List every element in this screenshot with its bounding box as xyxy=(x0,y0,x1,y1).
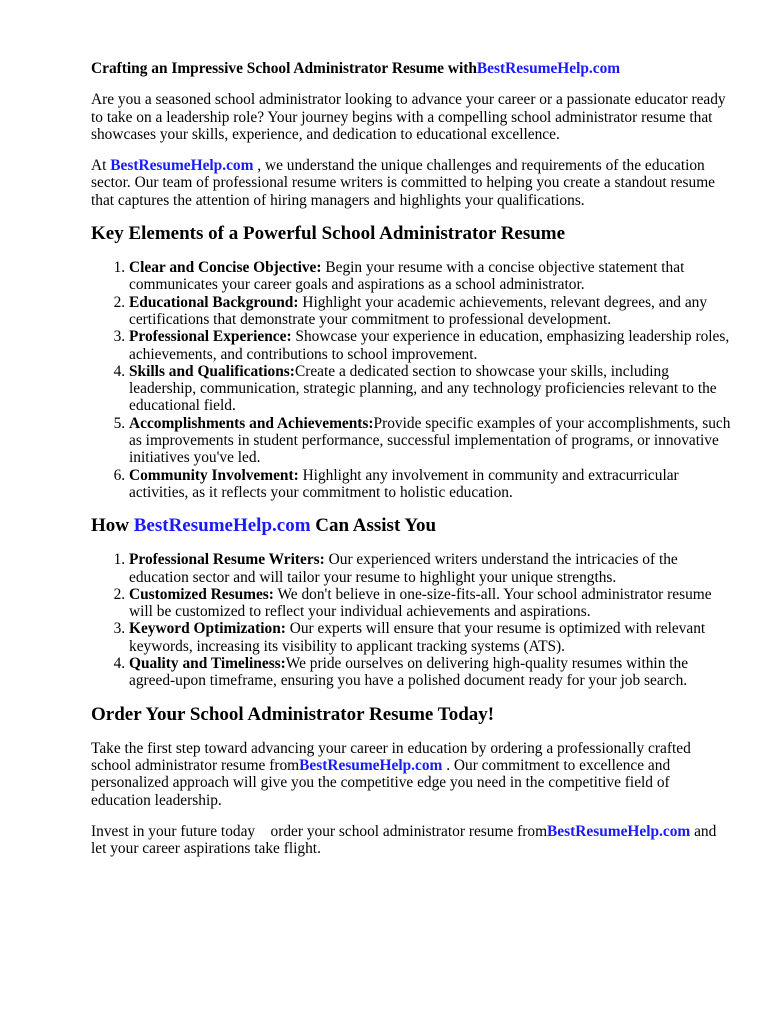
list-item-term: Keyword Optimization: xyxy=(129,620,286,638)
list-item-term: Educational Background: xyxy=(129,293,299,311)
order-p1-link[interactable]: BestResumeHelp.com xyxy=(299,756,443,774)
order-p2-suffix: and let your career aspirations take flight. xyxy=(91,822,717,858)
title-link[interactable]: BestResumeHelp.com xyxy=(476,60,621,77)
heading-prefix: How xyxy=(91,515,134,537)
section-heading-order: Order Your School Administrator Resume Today! xyxy=(91,703,495,725)
list-item xyxy=(129,415,731,467)
key-elements-list xyxy=(91,259,731,501)
section-heading-how-we-assist xyxy=(91,515,731,537)
list-item-term: Clear and Concise Objective: xyxy=(129,259,322,277)
order-p1-suffix: . Our commitment to excellence and personalized approach will give you the competitive edge you need in the competitive field of education leadership. xyxy=(91,756,671,809)
document-title xyxy=(91,60,731,77)
list-item-term: Skills and Qualifications: xyxy=(129,362,295,380)
section-heading-key-elements: Key Elements of a Powerful School Administrator Resume xyxy=(91,223,566,245)
intro-paragraph-1: Are you a seasoned school administrator looking to advance your career or a passionate educator ready to take on a leadership role? Your journey begins with a compelling school administrator resume that showcases your skills, experience, and dedication to educational excellence. xyxy=(91,91,726,143)
list-item xyxy=(129,363,731,415)
list-item-text: Our experts will ensure that your resume is optimized with relevant keywords, increasing its visibility to applicant tracking systems (ATS). xyxy=(129,620,706,655)
list-item-text: We don't believe in one-size-fits-all. Your school administrator resume will be customized to reflect your individual achievements and aspirations. xyxy=(129,585,712,621)
intro-p2-link[interactable]: BestResumeHelp.com xyxy=(110,157,254,175)
heading-suffix: Can Assist You xyxy=(310,515,437,537)
assist-list xyxy=(91,551,731,689)
list-item xyxy=(129,551,731,586)
list-item xyxy=(129,586,731,621)
list-item-term: Quality and Timeliness: xyxy=(129,655,286,673)
list-item xyxy=(129,328,731,363)
list-item xyxy=(129,259,731,294)
list-item xyxy=(129,467,731,502)
list-item-text: Our experienced writers understand the intricacies of the education sector and will tailor your resume to highlight your unique strengths. xyxy=(129,551,678,586)
list-item-term: Customized Resumes: xyxy=(129,585,274,603)
order-p2-link[interactable]: BestResumeHelp.com xyxy=(547,822,691,840)
list-item-text: Highlight any involvement in community and extracurricular activities, as it reflects your commitment to holistic education. xyxy=(129,466,679,501)
heading-link[interactable]: BestResumeHelp.com xyxy=(133,515,311,537)
intro-p2-suffix: , we understand the unique challenges and requirements of the education sector. Our team of professional resume writers is committed to helping you create a standout resume that captures the attention of hiring managers and highlights your qualifications. xyxy=(91,157,715,209)
list-item-term: Community Involvement: xyxy=(129,466,299,484)
document-page xyxy=(91,60,731,871)
title-text: Crafting an Impressive School Administrator Resume with xyxy=(91,60,477,77)
order-p1-prefix: Take the first step toward advancing your career in education by ordering a professionally crafted school administrator resume from xyxy=(91,739,691,774)
order-p2-prefix: Invest in your future today order your school administrator resume from xyxy=(91,822,548,840)
list-item-term: Professional Resume Writers: xyxy=(129,551,325,569)
intro-paragraph-2 xyxy=(91,157,731,209)
list-item xyxy=(129,655,731,690)
list-item xyxy=(129,620,731,655)
list-item-text: We pride ourselves on delivering high-quality resumes within the agreed-upon timeframe, ensuring you have a polished document ready for your job search. xyxy=(129,655,689,690)
order-paragraph-2 xyxy=(91,823,731,858)
intro-p2-prefix: At xyxy=(91,157,111,175)
list-item xyxy=(129,294,731,329)
order-paragraph-1 xyxy=(91,740,731,809)
list-item-text: Begin your resume with a concise objective statement that communicates your career goals and aspirations as a school administrator. xyxy=(129,259,685,294)
list-item-text: Provide specific examples of your accomplishments, such as improvements in student performance, successful implementation of programs, or innovative initiatives you've led. xyxy=(129,414,731,467)
list-item-text: Showcase your experience in education, emphasizing leadership roles, achievements, and contributions to school improvement. xyxy=(129,328,730,363)
list-item-text: Highlight your academic achievements, relevant degrees, and any certifications that demonstrate your commitment to professional development. xyxy=(129,293,708,328)
list-item-text: Create a dedicated section to showcase your skills, including leadership, communication, strategic planning, and any technology proficiencies relevant to the educational field. xyxy=(129,362,717,415)
list-item-term: Professional Experience: xyxy=(129,328,292,346)
list-item-term: Accomplishments and Achievements: xyxy=(129,414,374,432)
